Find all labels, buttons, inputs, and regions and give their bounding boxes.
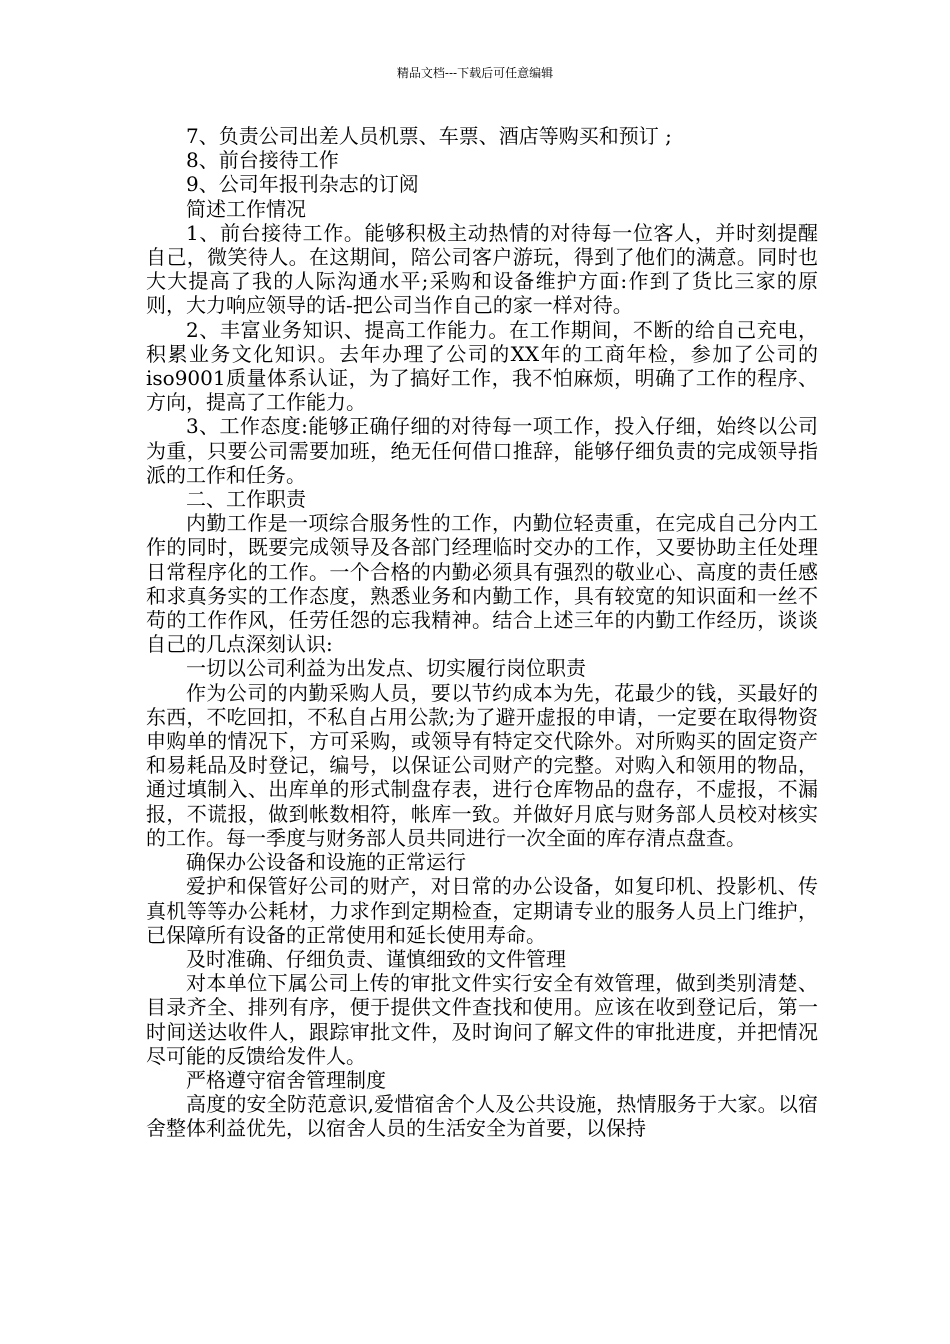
section-heading: 二、工作职责 — [186, 487, 306, 512]
paragraph: 2、丰富业务知识、提高工作能力。在工作期间，不断的给自己充电，积累业务文化知识。去年办理了公司的XX年的工商年检，参加了公司的iso9001质量体系认证，为了搞好工作，我不怕麻烦，明确了工作的程序、方向，提高了工作能力。 — [146, 317, 818, 415]
paragraph: 8、前台接待工作 — [186, 148, 339, 173]
paragraph: 1、前台接待工作。能够积极主动热情的对待每一位客人，并时刻提醒自己，微笑待人。在这期间，陪公司客户游玩，得到了他们的满意。同时也大大提高了我的人际沟通水平;采购和设备维护方面:作到了货比三家的原则，大力响应领导的话-把公司当作自己的家一样对待。 — [146, 220, 818, 318]
section-heading: 简述工作情况 — [186, 196, 306, 221]
section-heading: 严格遵守宿舍管理制度 — [186, 1067, 386, 1092]
paragraph: 高度的安全防范意识,爱惜宿舍个人及公共设施，热情服务于大家。以宿舍整体利益优先，以宿舍人员的生活安全为首要，以保持 — [146, 1092, 818, 1141]
paragraph: 对本单位下属公司上传的审批文件实行安全有效管理，做到类别清楚、目录齐全、排列有序，便于提供文件查找和使用。应该在收到登记后，第一时间送达收件人，跟踪审批文件，及时询问了解文件的审批进度，并把情况尽可能的反馈给发件人。 — [146, 971, 818, 1068]
paragraph: 爱护和保管好公司的财产，对日常的办公设备，如复印机、投影机、传真机等等办公耗材，力求作到定期检查，定期请专业的服务人员上门维护，已保障所有设备的正常使用和延长使用寿命。 — [146, 874, 818, 947]
paragraph: 作为公司的内勤采购人员，要以节约成本为先，花最少的钱，买最好的东西，不吃回扣，不私自占用公款;为了避开虚报的申请，一定要在取得物资申购单的情况下，方可采购，或领导有特定交代除外。对所购买的固定资产和易耗品及时登记，编号，以保证公司财产的完整。对购入和领用的物品，通过填制入、出库单的形式制盘存表，进行仓库物品的盘存，不虚报，不漏报，不谎报，做到帐数相符，帐库一致。并做好月底与财务部人员校对核实的工作。每一季度与财务部人员共同进行一次全面的库存清点盘查。 — [146, 680, 818, 850]
paragraph: 9、公司年报刊杂志的订阅 — [186, 172, 419, 197]
paragraph: 7、负责公司出差人员机票、车票、酒店等购买和预订 ; — [186, 124, 672, 148]
page-header: 精品文档---下载后可任意编辑 — [396, 66, 554, 80]
paragraph: 3、工作态度:能够正确仔细的对待每一项工作，投入仔细，始终以公司为重，只要公司需要加班，绝无任何借口推辞，能够仔细负责的完成领导指派的工作和任务。 — [146, 414, 818, 487]
document-body — [146, 124, 818, 1141]
paragraph: 内勤工作是一项综合服务性的工作，内勤位轻责重，在完成自己分内工作的同时，既要完成领导及各部门经理临时交办的工作，又要协助主任处理日常程序化的工作。一个合格的内勤必须具有强烈的敬业心、高度的责任感和求真务实的工作态度，熟悉业务和内勤工作，具有较宽的知识面和一丝不苟的工作作风，任劳任怨的忘我精神。结合上述三年的内勤工作经历，谈谈自己的几点深刻认识: — [146, 511, 818, 657]
section-heading: 一切以公司利益为出发点、切实履行岗位职责 — [186, 656, 586, 681]
section-heading: 及时准确、仔细负责、谨慎细致的文件管理 — [186, 946, 566, 971]
section-heading: 确保办公设备和设施的正常运行 — [186, 850, 466, 875]
